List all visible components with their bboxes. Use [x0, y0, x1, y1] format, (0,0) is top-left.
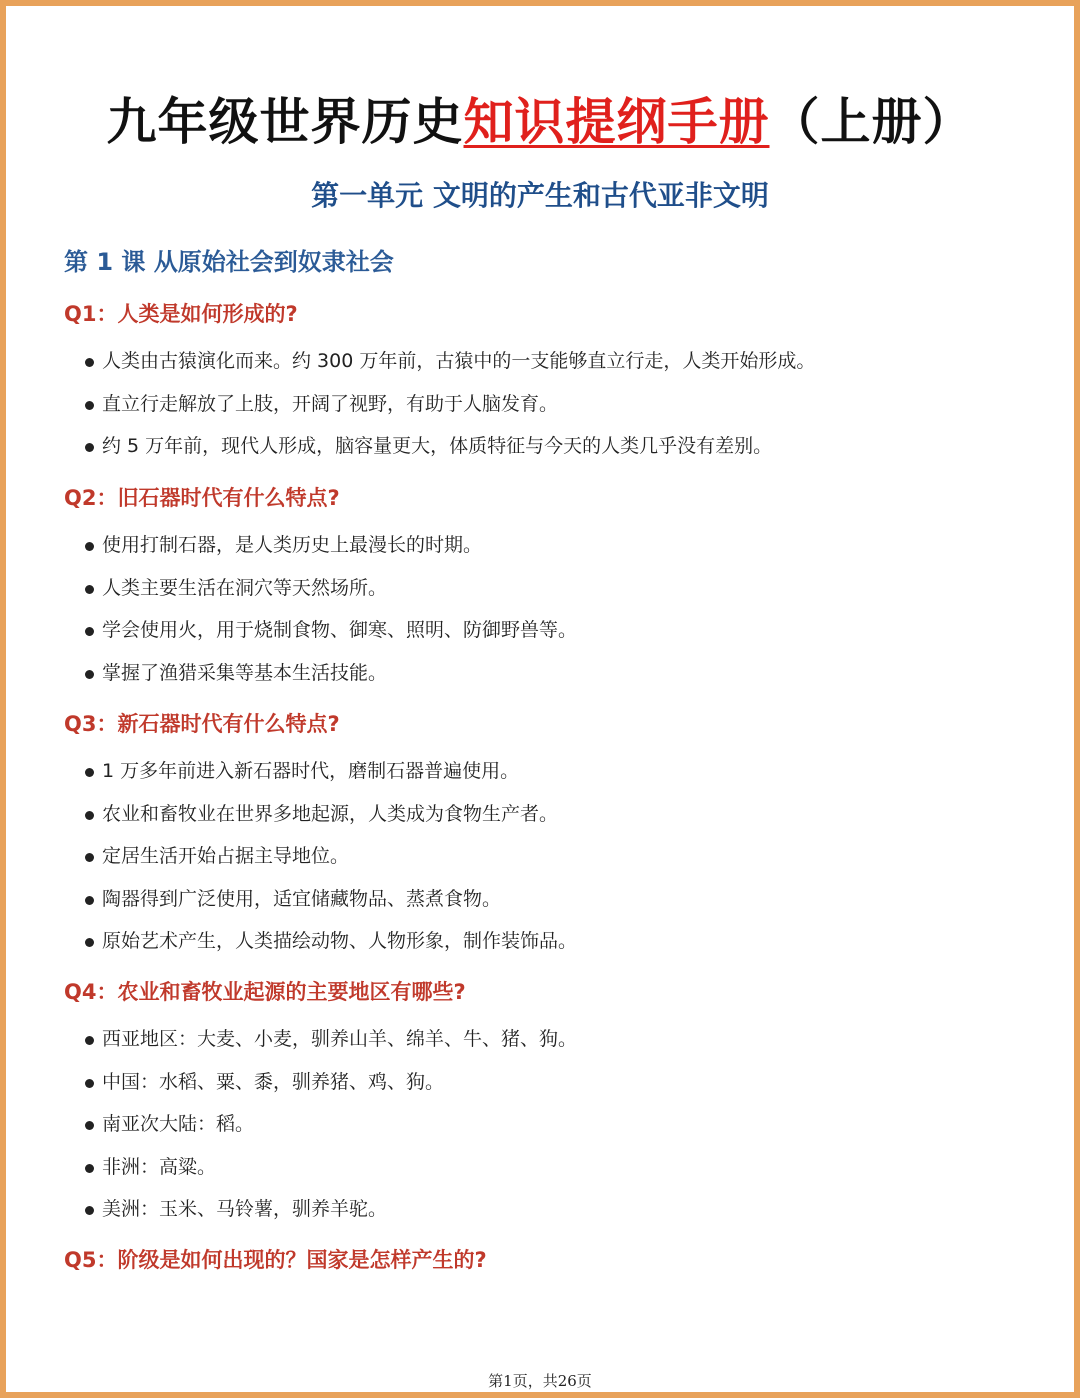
- answer-list: [64, 750, 1024, 963]
- page-footer: 第1页，共26页: [488, 1372, 592, 1390]
- list-item: 直立行走解放了上肢，开阔了视野，有助于人脑发育。: [64, 383, 1024, 426]
- list-item: 陶器得到广泛使用，适宜储藏物品、蒸煮食物。: [64, 878, 1024, 921]
- question-heading: Q4：农业和畜牧业起源的主要地区有哪些?: [64, 980, 466, 1004]
- question-block-5: [64, 1245, 1024, 1275]
- question-heading: Q2：旧石器时代有什么特点?: [64, 486, 340, 510]
- question-block-4: [64, 977, 1024, 1231]
- question-heading: Q3：新石器时代有什么特点?: [64, 712, 340, 736]
- answer-list: [64, 340, 1024, 468]
- list-item: 1 万多年前进入新石器时代，磨制石器普遍使用。: [64, 750, 1024, 793]
- list-item: 掌握了渔猎采集等基本生活技能。: [64, 652, 1024, 695]
- list-item: 定居生活开始占据主导地位。: [64, 835, 1024, 878]
- list-item: 农业和畜牧业在世界多地起源，人类成为食物生产者。: [64, 793, 1024, 836]
- lesson-heading: 第 1 课 从原始社会到奴隶社会: [64, 248, 394, 276]
- question-heading: Q1：人类是如何形成的?: [64, 302, 298, 326]
- title-main: 九年级世界历史: [106, 93, 464, 151]
- title-volume: （上册）: [769, 93, 974, 151]
- list-item: 西亚地区：大麦、小麦，驯养山羊、绵羊、牛、猪、狗。: [64, 1018, 1024, 1061]
- question-heading: Q5：阶级是如何出现的？国家是怎样产生的?: [64, 1248, 487, 1272]
- list-item: 中国：水稻、粟、黍，驯养猪、鸡、狗。: [64, 1061, 1024, 1104]
- question-block-3: [64, 709, 1024, 963]
- list-item: 非洲：高粱。: [64, 1146, 1024, 1189]
- list-item: 约 5 万年前，现代人形成，脑容量更大，体质特征与今天的人类几乎没有差别。: [64, 425, 1024, 468]
- list-item: 人类主要生活在洞穴等天然场所。: [64, 567, 1024, 610]
- answer-list: [64, 524, 1024, 694]
- list-item: 人类由古猿演化而来。约 300 万年前，古猿中的一支能够直立行走，人类开始形成。: [64, 340, 1024, 383]
- list-item: 南亚次大陆：稻。: [64, 1103, 1024, 1146]
- list-item: 美洲：玉米、马铃薯，驯养羊驼。: [64, 1188, 1024, 1231]
- unit-heading: 第一单元 文明的产生和古代亚非文明: [311, 179, 769, 212]
- question-block-1: [64, 299, 1024, 468]
- list-item: 学会使用火，用于烧制食物、御寒、照明、防御野兽等。: [64, 609, 1024, 652]
- document-title: [6, 82, 1074, 154]
- list-item: 使用打制石器，是人类历史上最漫长的时期。: [64, 524, 1024, 567]
- title-highlight: 知识提纲手册: [463, 93, 770, 151]
- question-block-2: [64, 483, 1024, 694]
- list-item: 原始艺术产生，人类描绘动物、人物形象，制作装饰品。: [64, 920, 1024, 963]
- answer-list: [64, 1018, 1024, 1231]
